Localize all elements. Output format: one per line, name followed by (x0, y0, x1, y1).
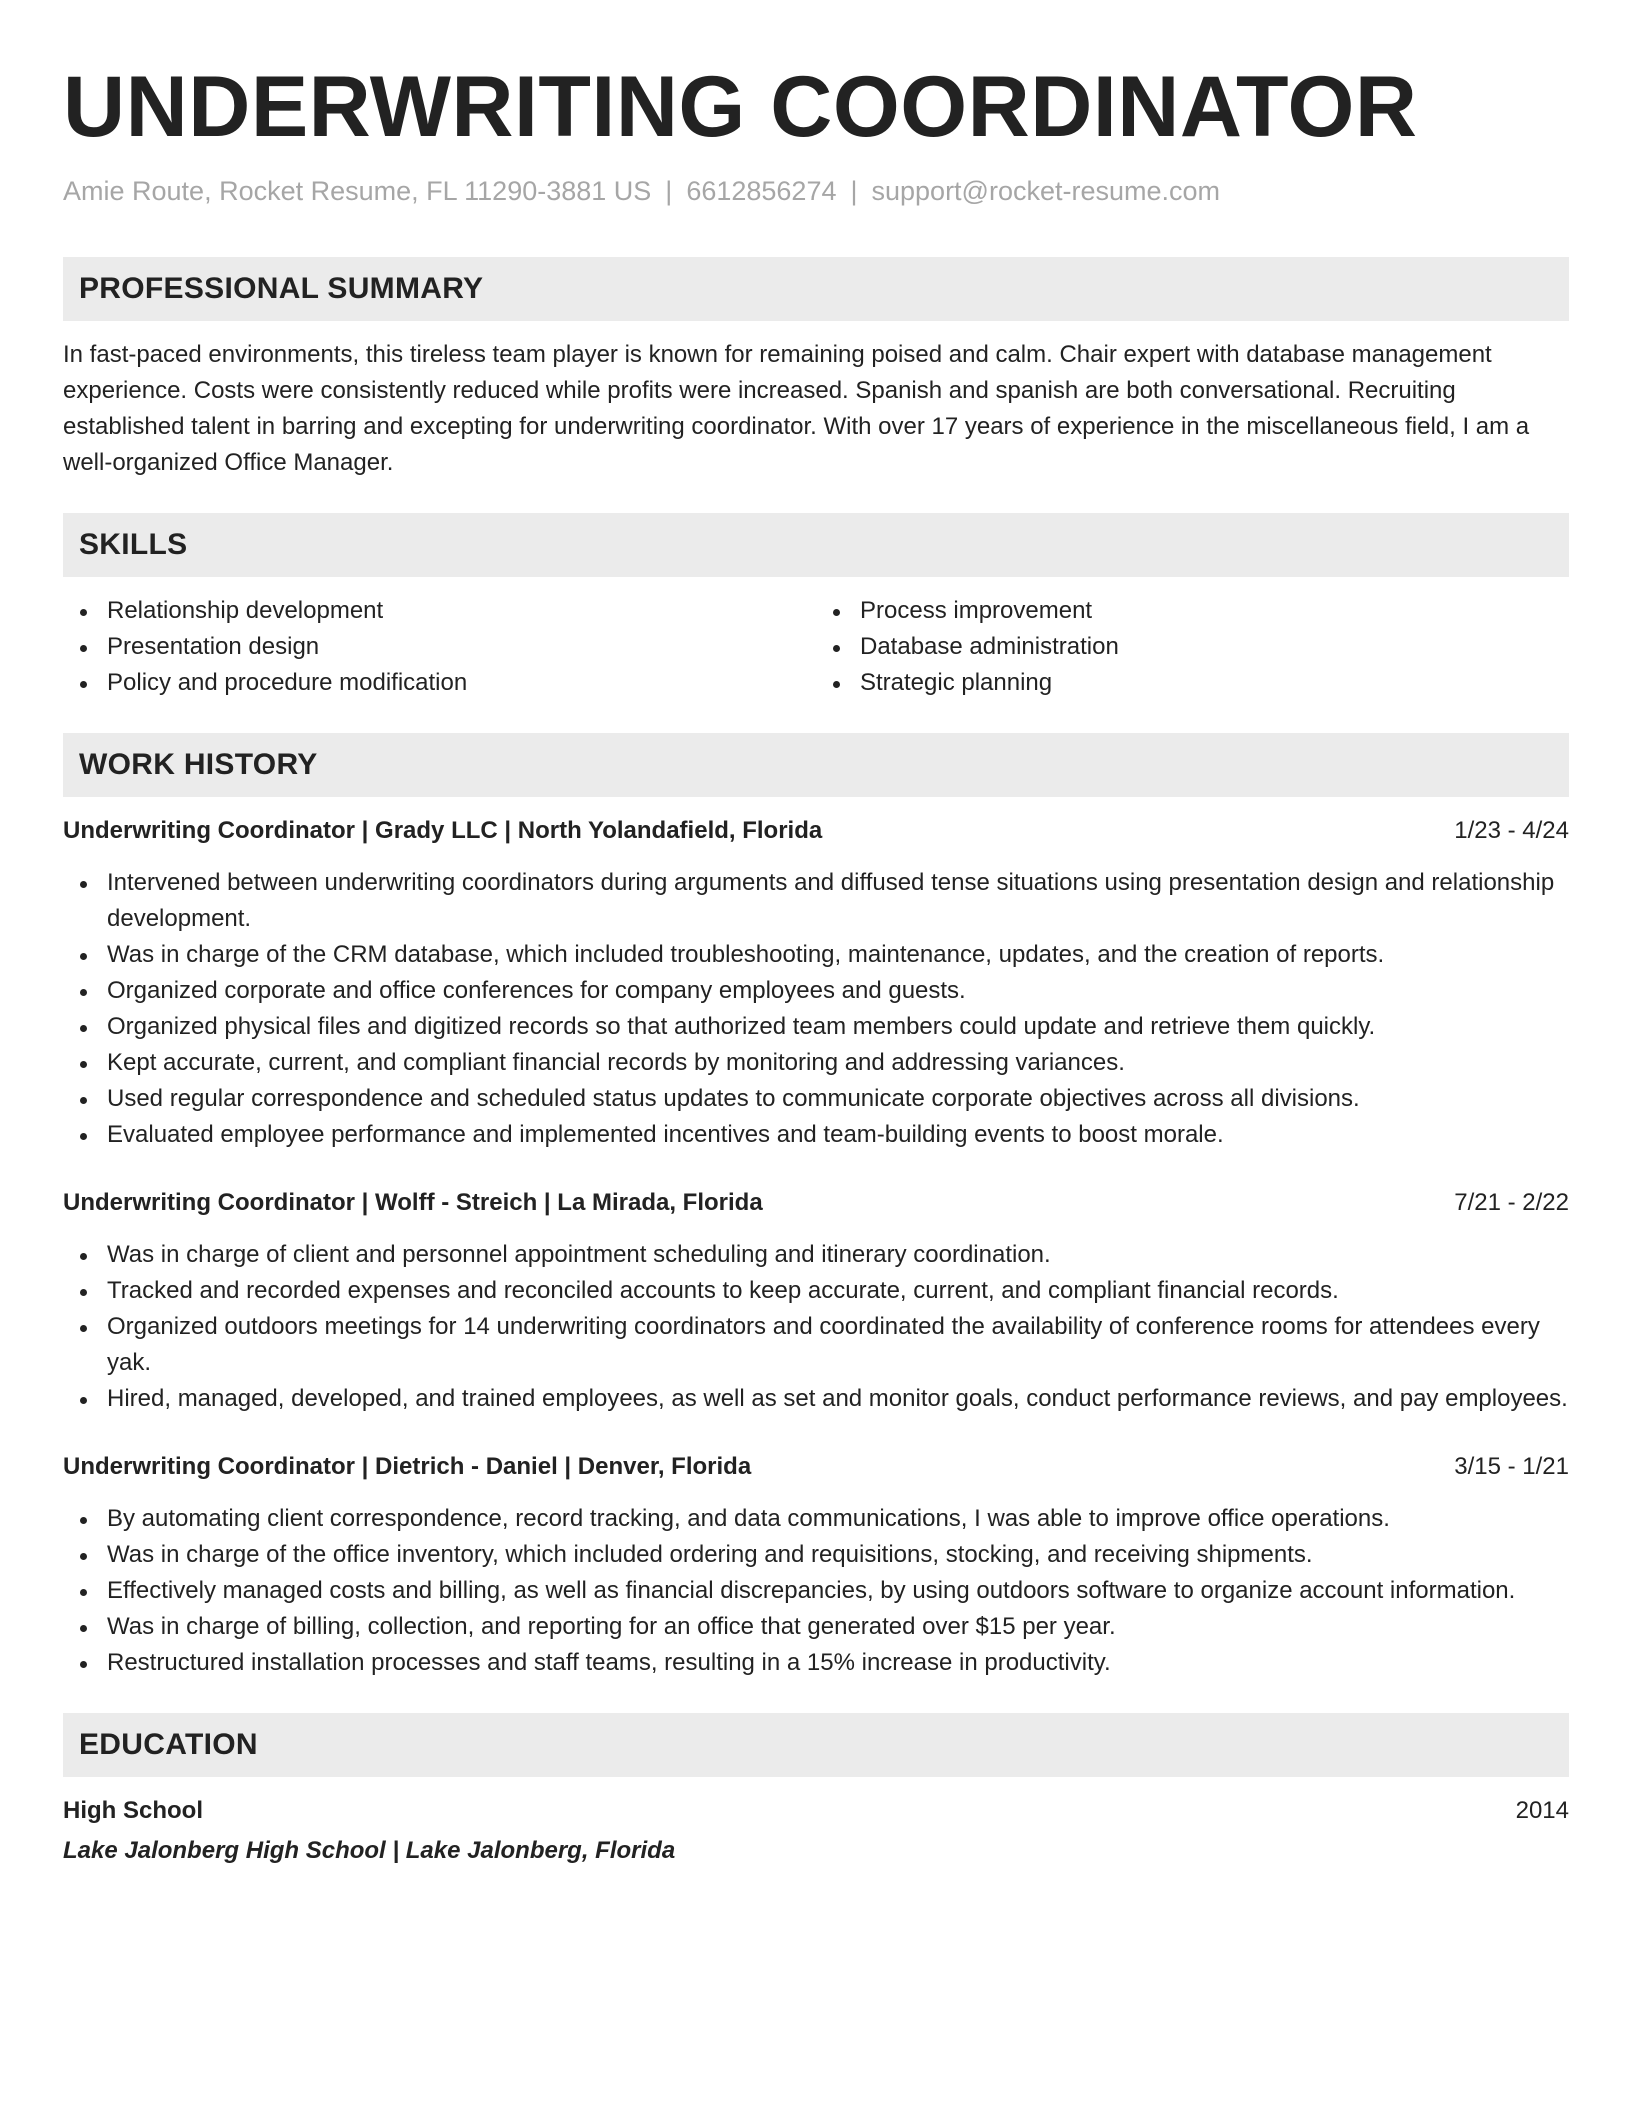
job-bullet: Was in charge of billing, collection, and reporting for an office that generated over $15 per year. (63, 1609, 1569, 1645)
job-bullets (63, 1501, 1569, 1681)
job-header (63, 1449, 1569, 1485)
skill-item: Database administration (816, 629, 1569, 665)
contact-phone: 6612856274 (686, 176, 837, 206)
job-bullet: Organized corporate and office conferences for company employees and guests. (63, 973, 1569, 1009)
job-bullet: Was in charge of the office inventory, which included ordering and requisitions, stocking, and receiving shipments. (63, 1537, 1569, 1573)
contact-email: support@rocket-resume.com (871, 176, 1221, 206)
skills-column-right (816, 593, 1569, 701)
education-year: 2014 (1515, 1797, 1569, 1825)
job-title: Underwriting Coordinator | Dietrich - Daniel | Denver, Florida (63, 1453, 752, 1481)
work-history-heading: WORK HISTORY (63, 733, 1569, 797)
contact-separator: | (665, 176, 673, 206)
job-bullet: Organized outdoors meetings for 14 underwriting coordinators and coordinated the availability of conference rooms for attendees every yak. (63, 1309, 1569, 1381)
skill-item: Policy and procedure modification (63, 665, 816, 701)
job-entry (63, 1449, 1569, 1681)
skill-item: Strategic planning (816, 665, 1569, 701)
job-bullet: Organized physical files and digitized records so that authorized team members could update and retrieve them quickly. (63, 1009, 1569, 1045)
job-bullet: Used regular correspondence and scheduled status updates to communicate corporate objectives across all divisions. (63, 1081, 1569, 1117)
contact-address: Amie Route, Rocket Resume, FL 11290-3881 US (63, 176, 652, 206)
job-bullet: Kept accurate, current, and compliant financial records by monitoring and addressing variances. (63, 1045, 1569, 1081)
job-dates: 7/21 - 2/22 (1454, 1189, 1569, 1217)
job-bullet: Evaluated employee performance and implemented incentives and team-building events to boost morale. (63, 1117, 1569, 1153)
skill-item: Process improvement (816, 593, 1569, 629)
job-bullet: Was in charge of client and personnel appointment scheduling and itinerary coordination. (63, 1237, 1569, 1273)
education-heading: EDUCATION (63, 1713, 1569, 1777)
job-bullet: Hired, managed, developed, and trained employees, as well as set and monitor goals, conduct performance reviews, and pay employees. (63, 1381, 1569, 1417)
job-dates: 3/15 - 1/21 (1454, 1453, 1569, 1481)
job-entry (63, 813, 1569, 1153)
job-bullet: By automating client correspondence, record tracking, and data communications, I was able to improve office operations. (63, 1501, 1569, 1537)
skills-column-left (63, 593, 816, 701)
skills-heading: SKILLS (63, 513, 1569, 577)
job-bullet: Intervened between underwriting coordinators during arguments and diffused tense situations using presentation design and relationship development. (63, 865, 1569, 937)
job-bullet: Was in charge of the CRM database, which included troubleshooting, maintenance, updates, and the creation of reports. (63, 937, 1569, 973)
job-header (63, 813, 1569, 849)
job-bullets (63, 865, 1569, 1153)
resume-name-title: UNDERWRITING COORDINATOR (63, 59, 1418, 155)
skill-item: Relationship development (63, 593, 816, 629)
job-header (63, 1185, 1569, 1221)
job-bullet: Tracked and recorded expenses and reconciled accounts to keep accurate, current, and compliant financial records. (63, 1273, 1569, 1309)
education-degree: High School (63, 1797, 203, 1825)
job-bullet: Effectively managed costs and billing, as well as financial discrepancies, by using outdoors software to organize account information. (63, 1573, 1569, 1609)
job-bullets (63, 1237, 1569, 1417)
education-school: Lake Jalonberg High School | Lake Jalonberg, Florida (63, 1837, 676, 1865)
contact-line (63, 174, 1569, 209)
job-dates: 1/23 - 4/24 (1454, 817, 1569, 845)
skills-grid (63, 593, 1569, 701)
summary-heading: PROFESSIONAL SUMMARY (63, 257, 1569, 321)
skill-item: Presentation design (63, 629, 816, 665)
contact-separator: | (850, 176, 858, 206)
job-bullet: Restructured installation processes and staff teams, resulting in a 15% increase in productivity. (63, 1645, 1569, 1681)
job-entry (63, 1185, 1569, 1417)
education-entry (63, 1793, 1569, 1869)
education-header (63, 1793, 1569, 1829)
job-title: Underwriting Coordinator | Wolff - Streich | La Mirada, Florida (63, 1189, 763, 1217)
summary-text: In fast-paced environments, this tireless team player is known for remaining poised and calm. Chair expert with database management experience. Costs were consistently reduced while profits were increased. Spanish and spanish are both conversational. Recruiting established talent in barring and excepting for underwriting coordinator. With over 17 years of experience in the miscellaneous field, I am a well-organized Office Manager. (63, 341, 1530, 477)
job-title: Underwriting Coordinator | Grady LLC | North Yolandafield, Florida (63, 817, 823, 845)
